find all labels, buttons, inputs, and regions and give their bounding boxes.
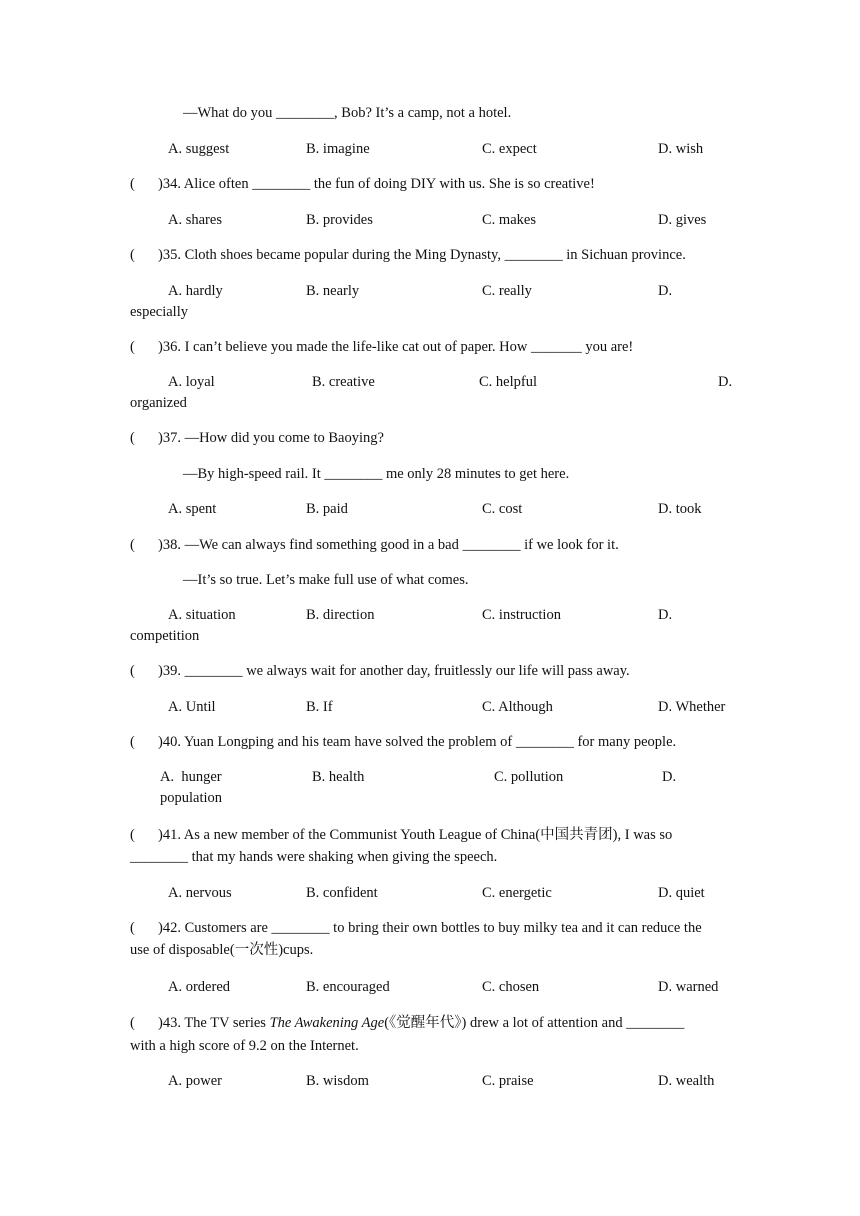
q36-paren: ( (130, 339, 135, 355)
q33-option-d: D. wish (658, 141, 704, 157)
q43-option-d: D. wealth (658, 1073, 715, 1089)
q41-option-d: D. quiet (658, 885, 705, 901)
q41-option-a: A. nervous (168, 885, 232, 901)
q40-option-a: A. hunger (160, 769, 222, 785)
q33-option-c: C. expect (482, 141, 537, 157)
q39-option-a: A. Until (168, 699, 216, 715)
q38-option-b: B. direction (306, 607, 375, 623)
q37-option-d: D. took (658, 501, 702, 517)
q38-option-d: D. (658, 607, 673, 623)
q43-stem-line2: with a high score of 9.2 on the Internet. (130, 1038, 359, 1054)
q33-stem: —What do you ________, Bob? It’s a camp, not a hotel. (183, 105, 512, 121)
q42-option-a: A. ordered (168, 979, 231, 995)
q37-option-b: B. paid (306, 501, 348, 517)
q42-stem: )42. Customers are ________ to bring their own bottles to buy milky tea and it can reduce the (158, 920, 702, 936)
q40-option-c: C. pollution (494, 769, 564, 785)
q43-tv-title: The Awakening Age (269, 1015, 385, 1031)
q34-option-b: B. provides (306, 212, 373, 228)
q35-option-b: B. nearly (306, 283, 360, 299)
q36-option-a: A. loyal (168, 374, 215, 390)
q34-paren: ( (130, 176, 135, 192)
q36-option-b: B. creative (312, 374, 375, 390)
q37-option-a: A. spent (168, 501, 217, 517)
q41-paren: ( (130, 827, 135, 843)
q34-option-d: D. gives (658, 212, 707, 228)
q42-option-b: B. encouraged (306, 979, 390, 995)
q40-paren: ( (130, 734, 135, 750)
q34-stem: )34. Alice often ________ the fun of doing DIY with us. She is so creative! (158, 176, 595, 192)
q35-paren: ( (130, 247, 135, 263)
q41-stem-line2: ________ that my hands were shaking when giving the speech. (130, 849, 498, 865)
q43-stem (158, 1014, 684, 1032)
q34-option-a: A. shares (168, 212, 222, 228)
q42-option-c: C. chosen (482, 979, 540, 995)
q40-stem: )40. Yuan Longping and his team have solved the problem of ________ for many people. (158, 734, 677, 750)
q43-option-c: C. praise (482, 1073, 534, 1089)
q43-stem-pre: )43. The TV series (158, 1015, 270, 1031)
q35-option-d: D. (658, 283, 673, 299)
q40-option-d: D. (662, 769, 677, 785)
q35-option-d-text: especially (130, 304, 188, 320)
q36-option-d: D. (718, 374, 733, 390)
q43-option-a: A. power (168, 1073, 222, 1089)
q37-stem-reply: —By high-speed rail. It ________ me only 28 minutes to get here. (183, 466, 570, 482)
q33-option-b: B. imagine (306, 141, 370, 157)
q40-option-b: B. health (312, 769, 365, 785)
q34-option-c: C. makes (482, 212, 536, 228)
q42-option-d: D. warned (658, 979, 719, 995)
q41-option-c: C. energetic (482, 885, 552, 901)
q41-option-b: B. confident (306, 885, 378, 901)
q40-option-d-text: population (160, 790, 223, 806)
q38-option-c: C. instruction (482, 607, 561, 623)
q43-paren: ( (130, 1015, 135, 1031)
q41-stem: )41. As a new member of the Communist Youth League of China(中国共青团), I was so (158, 827, 673, 843)
q43-stem-post: (《觉醒年代》) drew a lot of attention and ________ (384, 1015, 685, 1031)
q37-stem: )37. —How did you come to Baoying? (158, 430, 384, 446)
q33-option-a: A. suggest (168, 141, 230, 157)
q43-option-b: B. wisdom (306, 1073, 369, 1089)
q42-paren: ( (130, 920, 135, 936)
q36-option-c: C. helpful (479, 374, 537, 390)
q35-stem: )35. Cloth shoes became popular during the Ming Dynasty, ________ in Sichuan province. (158, 247, 686, 263)
q38-option-a: A. situation (168, 607, 236, 623)
q36-stem: )36. I can’t believe you made the life-like cat out of paper. How _______ you are! (158, 339, 634, 355)
q39-stem: )39. ________ we always wait for another day, fruitlessly our life will pass away. (158, 663, 630, 679)
q37-paren: ( (130, 430, 135, 446)
q39-option-d: D. Whether (658, 699, 726, 715)
q38-option-d-text: competition (130, 628, 200, 644)
q35-option-a: A. hardly (168, 283, 223, 299)
q42-stem-line2: use of disposable(一次性)cups. (130, 942, 314, 958)
q35-option-c: C. really (482, 283, 532, 299)
q38-paren: ( (130, 537, 135, 553)
q36-option-d-text: organized (130, 395, 187, 411)
q38-stem-reply: —It’s so true. Let’s make full use of what comes. (183, 572, 469, 588)
q39-option-b: B. If (306, 699, 333, 715)
q38-stem: )38. —We can always find something good in a bad ________ if we look for it. (158, 537, 619, 553)
q39-paren: ( (130, 663, 135, 679)
q37-option-c: C. cost (482, 501, 523, 517)
q39-option-c: C. Although (482, 699, 553, 715)
